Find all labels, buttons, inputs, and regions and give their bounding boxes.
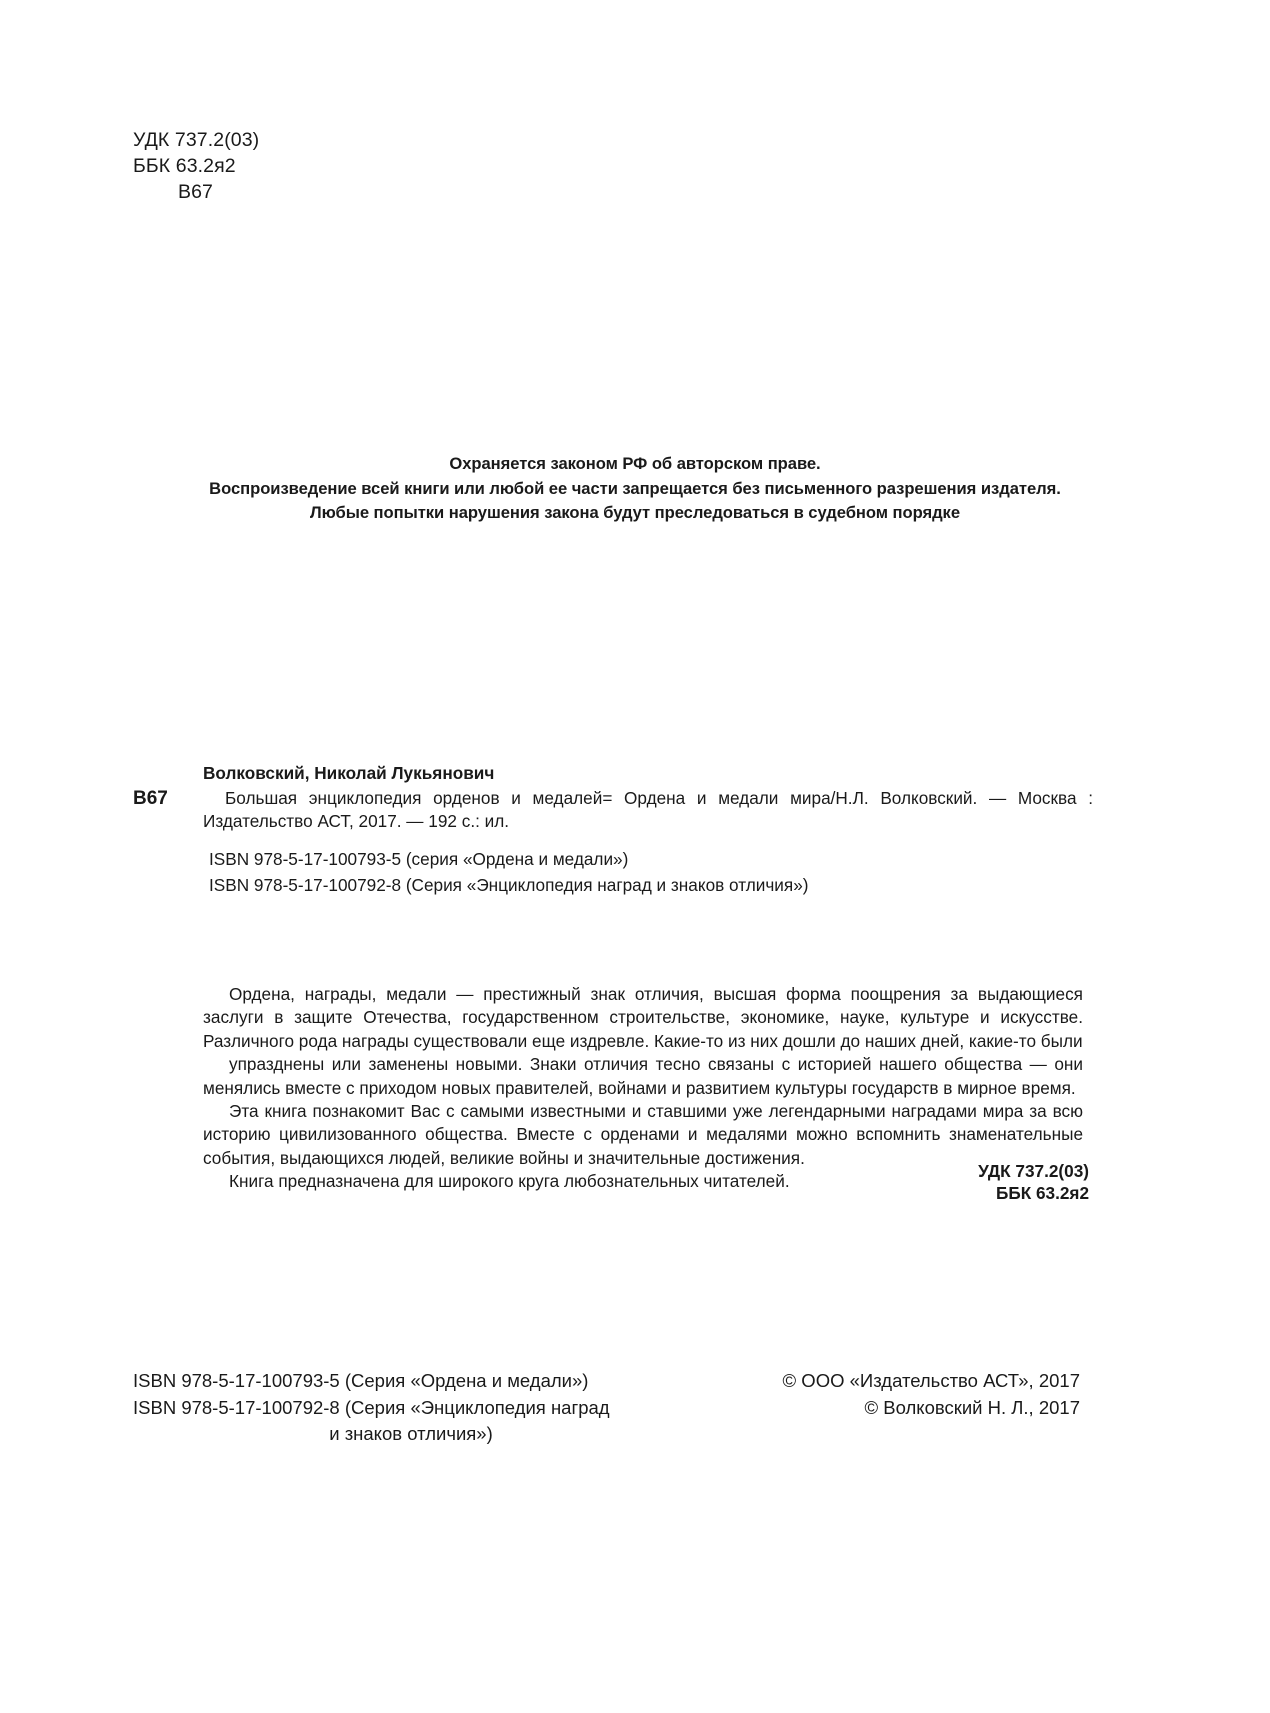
cip-isbn-group xyxy=(203,846,1093,898)
footer-copyright-block xyxy=(783,1368,1080,1421)
classification-repeat-block xyxy=(978,1160,1089,1204)
cip-record xyxy=(133,762,1093,898)
legal-notice-line-2: Воспроизведение всей книги или любой ее части запрещается без письменного разрешения издателя. xyxy=(209,478,1061,498)
footer-isbn-line-3: и знаков отличия») xyxy=(329,1423,493,1444)
classification-block xyxy=(133,127,259,205)
udk-code: УДК 737.2(03) xyxy=(133,129,260,151)
cip-isbn-series: ISBN 978-5-17-100793-5 (серия «Ордена и медали») xyxy=(209,848,629,869)
bbk-code-repeat: ББК 63.2я2 xyxy=(995,1183,1089,1203)
bbk-code: ББК 63.2я2 xyxy=(133,155,236,177)
cip-description: Большая энциклопедия орденов и медалей= Ордена и медали мира/Н.Л. Волковский. — Москва : Издательство АСТ, 2017. — 192 с.: ил. xyxy=(203,788,1093,832)
copyright-publisher: © ООО «Издательство АСТ», 2017 xyxy=(782,1370,1080,1391)
cip-shelf-code: В67 xyxy=(133,788,168,810)
footer-isbn-line-1: ISBN 978-5-17-100793-5 (Серия «Ордена и медали») xyxy=(133,1370,589,1391)
annotation-paragraph-1: Ордена, награды, медали — престижный знак отличия, высшая форма поощрения за выдающиеся заслуги в защите Отечества, государственном строительстве, экономике, науке, культуре и искусстве. Различного рода награды существовали еще издревле. Какие-то из них дошли до наших дней, какие-то были xyxy=(203,984,1083,1051)
cip-body xyxy=(133,787,1093,833)
udk-code-repeat: УДК 737.2(03) xyxy=(978,1161,1089,1181)
cip-author: Волковский, Николай Лукьянович xyxy=(203,763,495,783)
annotation-text xyxy=(203,983,1083,1194)
annotation-paragraph-3: Эта книга познакомит Вас с самыми известными и ставшими уже легендарными наградами мира за всю историю цивилизованного общества. Вместе с орденами и медалями можно вспомнить знаменательные события, выдающихся людей, великие войны и значительные достижения. xyxy=(203,1101,1083,1168)
legal-notice-line-1: Охраняется законом РФ об авторском праве. xyxy=(449,454,821,473)
cip-isbn-encyclopedia: ISBN 978-5-17-100792-8 (Серия «Энциклопедия наград и знаков отличия») xyxy=(209,874,809,895)
annotation-paragraph-2: упразднены или заменены новыми. Знаки отличия тесно связаны с историей нашего общества — они менялись вместе с приходом новых правителей, войнами и развитием культуры государств в мирное время. xyxy=(203,1054,1083,1098)
copyright-author: © Волковский Н. Л., 2017 xyxy=(864,1396,1080,1418)
legal-notice xyxy=(0,452,1270,526)
legal-notice-line-3: Любые попытки нарушения закона будут преследоваться в судебном порядке xyxy=(310,503,960,522)
footer-isbn-line-2: ISBN 978-5-17-100792-8 (Серия «Энциклопедия наград xyxy=(133,1396,610,1418)
annotation-paragraph-4: Книга предназначена для широкого круга любознательных читателей. xyxy=(229,1171,790,1192)
shelf-code: В67 xyxy=(178,181,213,203)
footer-isbn-block xyxy=(133,1368,653,1448)
